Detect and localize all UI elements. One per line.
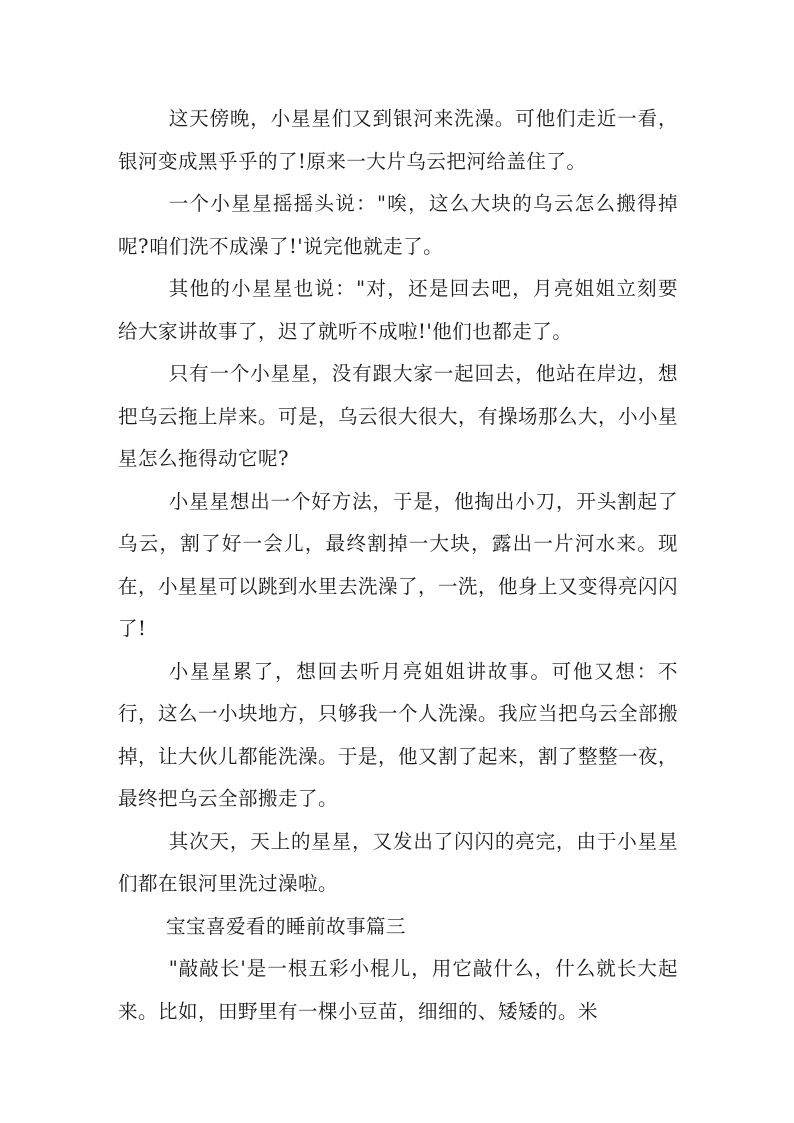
section-heading: 宝宝喜爱看的睡前故事篇三	[166, 914, 407, 938]
story-paragraph: 这天傍晚，小星星们又到银河来洗澡。可他们走近一看，银河变成黑乎乎的了!原来一大片乌云把河给盖住了。	[118, 107, 678, 173]
story-paragraph: "敲敲长'是一根五彩小棍儿，用它敲什么，什么就长大起来。比如，田野里有一棵小豆苗，细细的、矮矮的。米	[118, 957, 678, 1023]
story-paragraph: 其次天，天上的星星，又发出了闪闪的亮完，由于小星星们都在银河里洗过澡啦。	[118, 829, 678, 895]
story-paragraph: 只有一个小星星，没有跟大家一起回去，他站在岸边，想把乌云拖上岸来。可是，乌云很大很大，有操场那么大，小小星星怎么拖得动它呢?	[118, 362, 679, 470]
story-text	[118, 98, 678, 1033]
story-paragraph: 一个小星星摇摇头说："唉，这么大块的乌云怎么搬得掉呢?咱们洗不成澡了!'说完他就走了。	[118, 192, 678, 258]
story-paragraph: 小星星想出一个好方法，于是，他掏出小刀，开头割起了乌云，割了好一会儿，最终割掉一大块，露出一片河水来。现在，小星星可以跳到水里去洗澡了，一洗，他身上又变得亮闪闪了!	[118, 489, 679, 640]
story-paragraph: 其他的小星星也说："对，还是回去吧，月亮姐姐立刻要给大家讲故事了，迟了就听不成啦!'他们也都走了。	[118, 277, 678, 343]
story-paragraph: 小星星累了，想回去听月亮姐姐讲故事。可他又想：不行，这么一小块地方，只够我一个人洗澡。我应当把乌云全部搬掉，让大伙儿都能洗澡。于是，他又割了起来，割了整整一夜，最终把乌云全部搬走了。	[118, 659, 679, 810]
